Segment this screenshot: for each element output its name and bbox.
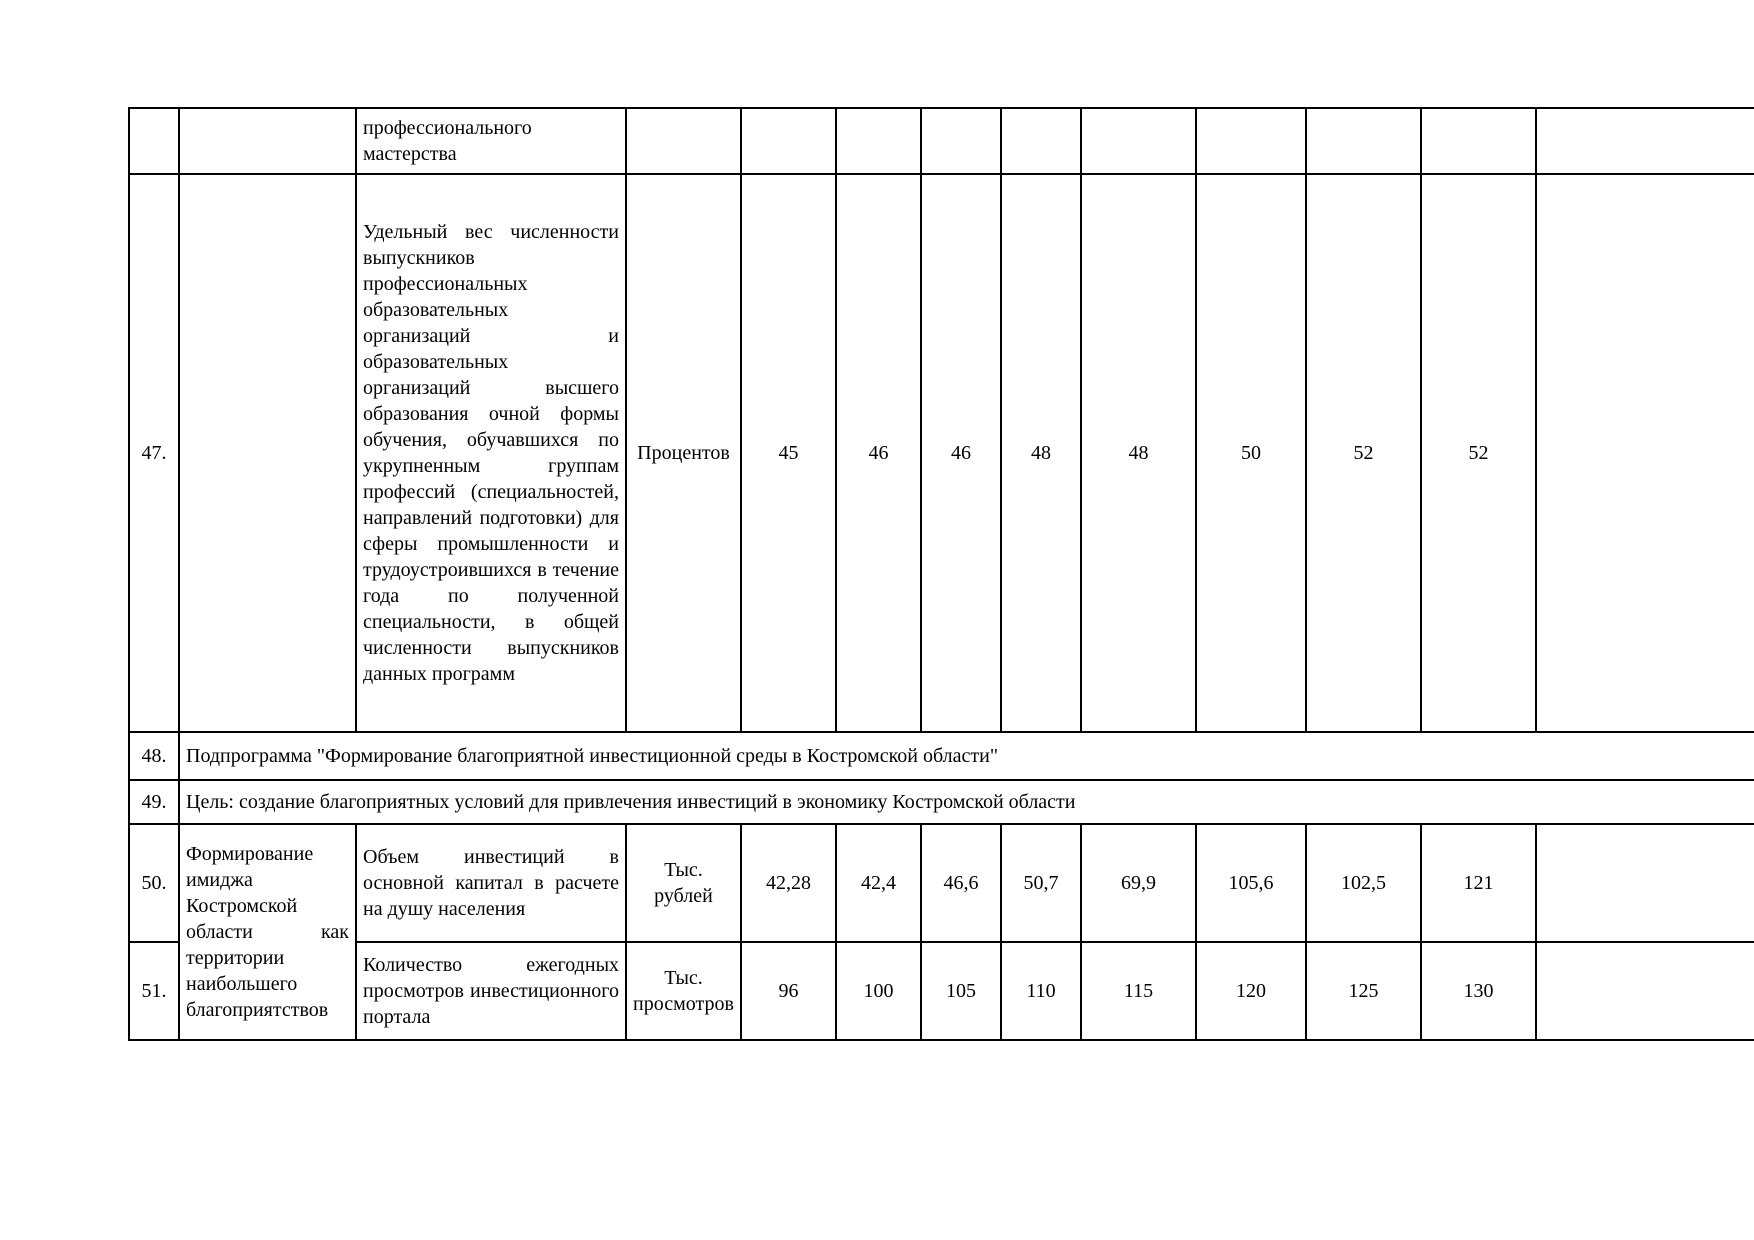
table-row-48 xyxy=(129,732,1754,780)
value-cell: 45 xyxy=(741,174,836,732)
value-cell xyxy=(1001,108,1081,174)
clipped-cell xyxy=(1536,108,1754,174)
group-cell xyxy=(179,174,356,732)
value-cell: 105 xyxy=(921,942,1001,1040)
unit-cell: Процентов xyxy=(626,174,741,732)
value-cell: 50 xyxy=(1196,174,1306,732)
clipped-cell xyxy=(1536,942,1754,1040)
goal-row-text: Цель: создание благоприятных условий для привлечения инвестиций в экономику Костромской области xyxy=(179,780,1754,824)
value-cell xyxy=(1421,108,1536,174)
subprogram-row-text: Подпрограмма "Формирование благоприятной инвестиционной среды в Костромской области" xyxy=(179,732,1754,780)
indicator-cell: Объем инвестиций в основной капитал в расчете на душу населения xyxy=(356,824,626,942)
clipped-cell xyxy=(1536,824,1754,942)
value-cell: 102,5 xyxy=(1306,824,1421,942)
row-number-cell: 51. xyxy=(129,942,179,1040)
table-row-51 xyxy=(129,942,1754,1040)
value-cell: 46 xyxy=(836,174,921,732)
value-cell xyxy=(741,108,836,174)
value-cell: 48 xyxy=(1081,174,1196,732)
value-cell xyxy=(1196,108,1306,174)
table-row-49 xyxy=(129,780,1754,824)
unit-cell: Тыс. рублей xyxy=(626,824,741,942)
row-number-cell: 49. xyxy=(129,780,179,824)
value-cell: 130 xyxy=(1421,942,1536,1040)
row-number-cell: 48. xyxy=(129,732,179,780)
value-cell: 42,4 xyxy=(836,824,921,942)
indicator-cell: Количество ежегодных просмотров инвестиционного портала xyxy=(356,942,626,1040)
value-cell: 52 xyxy=(1421,174,1536,732)
value-cell xyxy=(1081,108,1196,174)
value-cell: 125 xyxy=(1306,942,1421,1040)
clipped-cell xyxy=(1536,174,1754,732)
value-cell: 120 xyxy=(1196,942,1306,1040)
value-cell: 52 xyxy=(1306,174,1421,732)
value-cell: 110 xyxy=(1001,942,1081,1040)
value-cell: 42,28 xyxy=(741,824,836,942)
value-cell xyxy=(1306,108,1421,174)
value-cell: 69,9 xyxy=(1081,824,1196,942)
row-number-cell: 47. xyxy=(129,174,179,732)
value-cell: 96 xyxy=(741,942,836,1040)
group-cell xyxy=(179,108,356,174)
value-cell xyxy=(921,108,1001,174)
indicator-cell: Удельный вес численности выпускников профессиональных образовательных организаций и образовательных организаций высшего образования очной формы обучения, обучавшихся по укрупненным группам профессий (специальностей, направлений подготовки) для сферы промышленности и трудоустроившихся в течение года по полученной специальности, в общей численности выпускников данных программ xyxy=(356,174,626,732)
value-cell: 115 xyxy=(1081,942,1196,1040)
value-cell: 121 xyxy=(1421,824,1536,942)
value-cell xyxy=(836,108,921,174)
row-number-cell xyxy=(129,108,179,174)
value-cell: 105,6 xyxy=(1196,824,1306,942)
value-cell: 46 xyxy=(921,174,1001,732)
unit-cell xyxy=(626,108,741,174)
row-number-cell: 50. xyxy=(129,824,179,942)
value-cell: 50,7 xyxy=(1001,824,1081,942)
value-cell: 48 xyxy=(1001,174,1081,732)
table-row-carryover xyxy=(129,108,1754,174)
indicators-table xyxy=(128,107,1754,1041)
value-cell: 100 xyxy=(836,942,921,1040)
value-cell: 46,6 xyxy=(921,824,1001,942)
indicator-cell: профессионального мастерства xyxy=(356,108,626,174)
table-row-50 xyxy=(129,824,1754,942)
unit-cell: Тыс. просмотров xyxy=(626,942,741,1040)
table-row-47 xyxy=(129,174,1754,732)
group-cell: Формирование имиджа Костромской области как территории наибольшего благоприятствов xyxy=(179,824,356,1040)
